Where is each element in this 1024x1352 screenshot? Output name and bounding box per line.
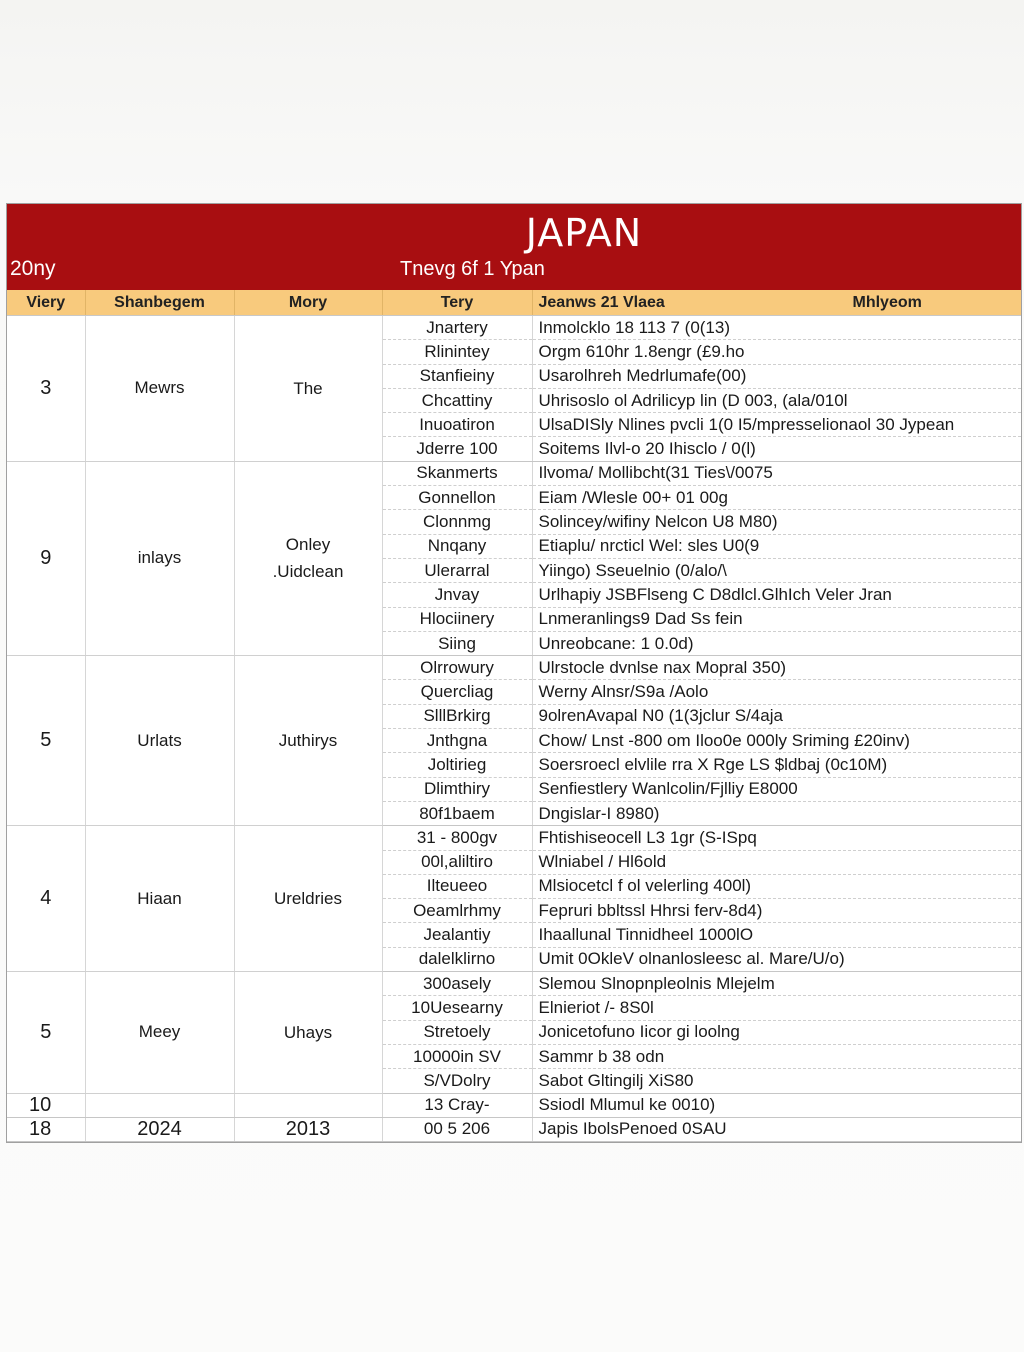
data-table bbox=[7, 290, 1021, 1142]
description-cell: Lnmeranlings9 Dad Ss fein bbox=[532, 607, 1021, 631]
description-cell: Dngislar-I 8980) bbox=[532, 801, 1021, 825]
banner-left-label: 20ny bbox=[10, 257, 56, 280]
row-number: 3 bbox=[7, 316, 85, 462]
table-row bbox=[7, 972, 1021, 996]
description-cell: Chow/ Lnst -800 om Iloo0e 000ly Sriming £20inv) bbox=[532, 729, 1021, 753]
type-cell: 13 Cray- bbox=[382, 1093, 532, 1117]
group-category: Onley .Uidclean bbox=[234, 461, 382, 655]
column-header-split bbox=[532, 290, 1021, 316]
description-cell: Soersroecl elvlile rra X Rge LS $ldbaj (0c10M) bbox=[532, 753, 1021, 777]
row-number: 5 bbox=[7, 656, 85, 826]
description-cell: Yiingo) Sseuelnio (0/alo/\ bbox=[532, 558, 1021, 582]
title-banner bbox=[7, 204, 1021, 290]
type-cell: Dlimthiry bbox=[382, 777, 532, 801]
table-row bbox=[7, 826, 1021, 850]
type-cell: Chcattiny bbox=[382, 388, 532, 412]
description-cell: Ssiodl Mlumul ke 0010) bbox=[532, 1093, 1021, 1117]
type-cell: Olrrowury bbox=[382, 656, 532, 680]
description-cell: Usarolhreh Medrlumafe(00) bbox=[532, 364, 1021, 388]
group-name: 2024 bbox=[85, 1117, 234, 1141]
description-cell: Fepruri bbltssl Hhrsi ferv-8d4) bbox=[532, 899, 1021, 923]
group-category bbox=[234, 1093, 382, 1117]
group-name: inlays bbox=[85, 461, 234, 655]
type-cell: Jnartery bbox=[382, 316, 532, 340]
group-category: The bbox=[234, 316, 382, 462]
description-cell: Slemou Slnopnpleolnis Mlejelm bbox=[532, 972, 1021, 996]
description-cell: Urlhapiy JSBFlseng C D8dlcl.GlhIch Veler Jran bbox=[532, 583, 1021, 607]
group-name: Hiaan bbox=[85, 826, 234, 972]
table-row bbox=[7, 656, 1021, 680]
header-row bbox=[7, 290, 1021, 316]
description-cell: Senfiestlery Wanlcolin/Fjlliy E8000 bbox=[532, 777, 1021, 801]
type-cell: SlllBrkirg bbox=[382, 704, 532, 728]
type-cell: Jnvay bbox=[382, 583, 532, 607]
type-cell: Jderre 100 bbox=[382, 437, 532, 461]
japan-table-sheet bbox=[6, 203, 1022, 1143]
type-cell: Jealantiy bbox=[382, 923, 532, 947]
type-cell: Oeamlrhmy bbox=[382, 899, 532, 923]
description-cell: Uhrisoslo ol Adrilicyp lin (D 003, (ala/010l bbox=[532, 388, 1021, 412]
table-body bbox=[7, 316, 1021, 1142]
description-cell: Ulrstocle dvnlse nax Mopral 350) bbox=[532, 656, 1021, 680]
column-header: Mory bbox=[234, 290, 382, 316]
type-cell: Nnqany bbox=[382, 534, 532, 558]
type-cell: 10Uesearny bbox=[382, 996, 532, 1020]
description-cell: Fhtishiseocell L3 1gr (S-ISpq bbox=[532, 826, 1021, 850]
column-header: Tery bbox=[382, 290, 532, 316]
description-cell: UlsaDISly Nlines pvcli 1(0 I5/mpresselionaol 30 Jypean bbox=[532, 413, 1021, 437]
type-cell: Quercliag bbox=[382, 680, 532, 704]
description-cell: Ilvoma/ Mollibcht(31 Ties\/0075 bbox=[532, 461, 1021, 485]
banner-title: JAPAN bbox=[525, 211, 643, 255]
group-category: Uhays bbox=[234, 972, 382, 1093]
type-cell: Ulerarral bbox=[382, 558, 532, 582]
description-cell: Orgm 610hr 1.8engr (£9.ho bbox=[532, 340, 1021, 364]
description-cell: Wlniabel / Hl6old bbox=[532, 850, 1021, 874]
column-header: Jeanws 21 Vlaea bbox=[538, 293, 665, 311]
type-cell: 10000in SV bbox=[382, 1044, 532, 1068]
type-cell: Joltirieg bbox=[382, 753, 532, 777]
description-cell: Solincey/wifiny Nelcon U8 M80) bbox=[532, 510, 1021, 534]
type-cell: Rlinintey bbox=[382, 340, 532, 364]
description-cell: Werny Alnsr/S9a /Aolo bbox=[532, 680, 1021, 704]
table-row bbox=[7, 316, 1021, 340]
column-header: Mhlyeom bbox=[852, 293, 922, 311]
group-category: 2013 bbox=[234, 1117, 382, 1141]
description-cell: Japis IbolsPenoed 0SAU bbox=[532, 1117, 1021, 1141]
type-cell: 300asely bbox=[382, 972, 532, 996]
type-cell: 00 5 206 bbox=[382, 1117, 532, 1141]
type-cell: 31 - 800gv bbox=[382, 826, 532, 850]
table-row bbox=[7, 1093, 1021, 1117]
row-number: 5 bbox=[7, 972, 85, 1093]
description-cell: Soitems Ilvl-o 20 Ihisclo / 0(l) bbox=[532, 437, 1021, 461]
description-cell: Mlsiocetcl f ol velerling 400l) bbox=[532, 874, 1021, 898]
group-category: Ureldries bbox=[234, 826, 382, 972]
group-category: Juthirys bbox=[234, 656, 382, 826]
column-header: Shanbegem bbox=[85, 290, 234, 316]
description-cell: Jonicetofuno Iicor gi loolng bbox=[532, 1020, 1021, 1044]
banner-subtitle: Tnevg 6f 1 Ypan bbox=[400, 258, 545, 280]
type-cell: S/VDolry bbox=[382, 1069, 532, 1093]
type-cell: Skanmerts bbox=[382, 461, 532, 485]
table-header bbox=[7, 290, 1021, 316]
description-cell: Elnieriot /- 8S0l bbox=[532, 996, 1021, 1020]
type-cell: 80f1baem bbox=[382, 801, 532, 825]
column-header: Viery bbox=[7, 290, 85, 316]
table-row bbox=[7, 1117, 1021, 1141]
group-name: Urlats bbox=[85, 656, 234, 826]
type-cell: Siing bbox=[382, 631, 532, 655]
group-name: Meey bbox=[85, 972, 234, 1093]
type-cell: Stretoely bbox=[382, 1020, 532, 1044]
type-cell: Hlociinery bbox=[382, 607, 532, 631]
group-name: Mewrs bbox=[85, 316, 234, 462]
description-cell: Sammr b 38 odn bbox=[532, 1044, 1021, 1068]
description-cell: Sabot Gltingilj XiS80 bbox=[532, 1069, 1021, 1093]
type-cell: Ilteueeo bbox=[382, 874, 532, 898]
row-number: 4 bbox=[7, 826, 85, 972]
description-cell: Inmolcklo 18 113 7 (0(13) bbox=[532, 316, 1021, 340]
description-cell: Umit 0OkleV olnanlosleesc al. Mare/U/o) bbox=[532, 947, 1021, 971]
type-cell: 00l,aliltiro bbox=[382, 850, 532, 874]
row-number: 10 bbox=[7, 1093, 85, 1117]
table-row bbox=[7, 461, 1021, 485]
description-cell: Ihaallunal Tinnidheel 1000lO bbox=[532, 923, 1021, 947]
type-cell: Inuoatiron bbox=[382, 413, 532, 437]
type-cell: Jnthgna bbox=[382, 729, 532, 753]
type-cell: Clonnmg bbox=[382, 510, 532, 534]
type-cell: Stanfieiny bbox=[382, 364, 532, 388]
description-cell: Eiam /Wlesle 00+ 01 00g bbox=[532, 486, 1021, 510]
description-cell: Unreobcane: 1 0.0d) bbox=[532, 631, 1021, 655]
description-cell: 9olrenAvapal N0 (1(3jclur S/4aja bbox=[532, 704, 1021, 728]
row-number: 18 bbox=[7, 1117, 85, 1141]
group-name bbox=[85, 1093, 234, 1117]
type-cell: dalelklirno bbox=[382, 947, 532, 971]
row-number: 9 bbox=[7, 461, 85, 655]
description-cell: Etiaplu/ nrcticl Wel: sles U0(9 bbox=[532, 534, 1021, 558]
type-cell: Gonnellon bbox=[382, 486, 532, 510]
